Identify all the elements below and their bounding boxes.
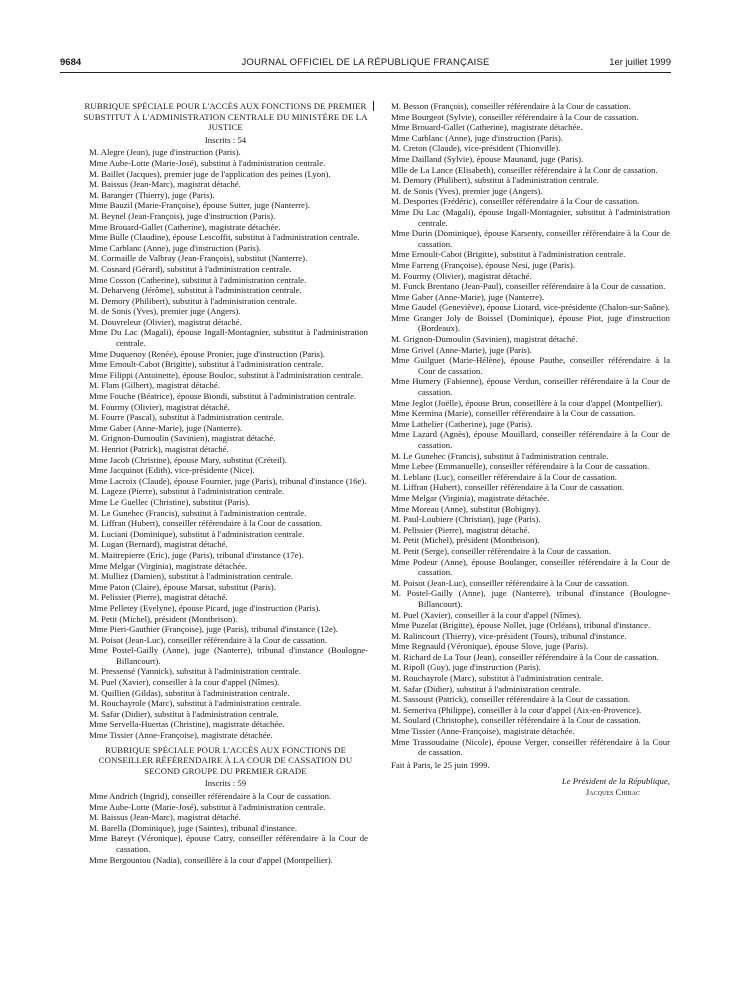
issue-date: 1er juillet 1999 (609, 57, 671, 68)
list-item: M. Safar (Didier), substitut à l'administration centrale. (391, 683, 581, 694)
list-item: Mme Grivel (Anne-Marie), juge (Paris). (391, 344, 532, 355)
list-item: Mme Lacroix (Claude), épouse Fournier, juge (Paris), tribunal d'instance (16e). (89, 475, 367, 486)
list-item: M. Alegre (Jean), juge d'instruction (Paris). (89, 147, 241, 158)
list-item: Mme Jeglot (Joëlle), épouse Brun, conseillère à la cour d'appel (Montpellier). (391, 397, 663, 408)
list-item: M. Deharveng (Jérôme), substitut à l'administration centrale. (89, 285, 302, 296)
signature-place-date: Fait à Paris, le 25 juin 1999. (391, 759, 490, 770)
list-item: Mme Duquenoy (Renée), épouse Pronier, juge d'instruction (Paris). (89, 348, 325, 359)
list-item: Mme Bareyt (Véronique), épouse Catry, conseiller référendaire à la Cour de cassation. (89, 833, 368, 854)
list-item: Mme Pieri-Gauthier (Françoise), juge (Paris), tribunal d'instance (12e). (89, 624, 338, 635)
list-item: M. Fourre (Pascal), substitut à l'administration centrale. (89, 412, 284, 423)
signature-name: Jacques Chirac (585, 787, 640, 797)
list-item: Mme Tissier (Anne-Françoise), magistrate détachée. (89, 730, 273, 741)
list-item: M. Desportes (Frédéric), conseiller référendaire à la Cour de cassation. (391, 196, 640, 207)
list-item: M. Demory (Philibert), substitut à l'administration centrale. (391, 175, 599, 186)
list-item: M. Postel-Gailly (Anne), juge (Nanterre), tribunal d'instance (Boulogne-Billancourt). (391, 588, 670, 609)
list-item: M. Quillien (Gildas), substitut à l'administration centrale. (89, 687, 290, 698)
list-item: M. Mulliez (Damien), substitut à l'administration centrale. (89, 571, 293, 582)
list-item: Mme Melgar (Virginia), magistrate détachée. (391, 492, 550, 503)
list-item: M. Grignon-Dumoulin (Savinien), magistrat détaché. (89, 433, 276, 444)
section2-list-right (385, 101, 670, 758)
list-item: M. Liffran (Hubert), conseiller référendaire à la Cour de cassation. (89, 518, 323, 529)
list-item: Mme Guilguet (Marie-Hélène), épouse Pauthe, conseiller référendaire à la Cour de cassation. (391, 355, 670, 376)
list-item: Mme Humery (Fabienne), épouse Verdun, conseiller référendaire à la Cour de cassation. (391, 376, 670, 398)
list-item: Mme Pelletey (Evelyne), épouse Picard, juge d'instruction (Paris). (89, 602, 321, 613)
list-item: M. Pressensé (Yannick), substitut à l'administration centrale. (89, 666, 301, 677)
list-item: M. Pelissier (Pierre), magistrat détaché. (89, 592, 228, 603)
list-item: Mme Aube-Lotte (Marie-José), substitut à l'administration centrale. (89, 157, 326, 168)
list-item: M. Baissus (Jean-Marc), magistrat détaché. (89, 812, 241, 823)
header-rule (60, 72, 671, 73)
list-item: Mme Carblanc (Anne), juge d'instruction (Paris). (391, 132, 563, 143)
list-item: Mme Granger Joly de Boissel (Dominique), épouse Piot, juge d'instruction (Bordeaux). (391, 312, 670, 334)
list-item: Mme Dailland (Sylvie), épouse Maunand, juge (Paris). (391, 153, 584, 164)
list-item: M. de Sonis (Yves), premier juge (Angers). (391, 185, 543, 196)
list-item: Mme Gaudel (Geneviève), épouse Liotard, vice-présidente (Chalon-sur-Saône). (391, 302, 670, 313)
list-item: M. Grignon-Dumoulin (Savinien), magistrat détaché. (391, 334, 578, 345)
list-item: M. Soulard (Christophe), conseiller référendaire à la Cour de cassation. (391, 715, 641, 726)
list-item: Mme Melgar (Virginia), magistrate détachée. (89, 560, 248, 571)
list-item: Mme Cosson (Catherine), substitut à l'administration centrale. (89, 274, 307, 285)
list-item: M. Lageze (Pierre), substitut à l'administration centrale. (89, 486, 285, 497)
section2-heading: RUBRIQUE SPÉCIALE POUR L'ACCÈS AUX FONCTIONS DE CONSEILLER RÉFÉRENDAIRE À LA COUR DE CASSATION DU SECOND GROUPE DU PREMIER GRADE (98, 744, 353, 776)
list-item: Mme Lathelier (Catherine), juge (Paris). (391, 418, 533, 429)
list-item: M. Rouchayrole (Marc), substitut à l'administration centrale. (391, 673, 604, 684)
list-item: M. Ralincourt (Thierry), vice-président (Tours), tribunal d'instance. (391, 630, 627, 641)
column-divider (373, 101, 374, 111)
list-item: Mme Jacquinot (Edith), vice-présidente (Nice). (89, 465, 255, 476)
list-item: Mme Regnauld (Véronique), épouse Slove, juge (Paris). (391, 641, 589, 652)
list-item: M. Funck Brentano (Jean-Paul), conseiller référendaire à la Cour de cassation. (391, 281, 666, 292)
list-item: M. Liffran (Hubert), conseiller référendaire à la Cour de cassation. (391, 482, 625, 493)
list-item: M. Henriot (Patrick), magistrat détaché. (89, 444, 229, 454)
list-item: Mme Du Lac (Magali), épouse Ingall-Montagnier, substitut à l'administration centrale. (391, 206, 670, 228)
list-item: M. Petit (Michel), président (Montbrison). (391, 535, 540, 546)
list-item: Mme Lebee (Emmanuelle), conseiller référendaire à la Cour de cassation. (391, 461, 650, 472)
list-item: M. Cosnard (Gérard), substitut à l'administration centrale. (89, 263, 292, 274)
list-item: M. Douvreleur (Olivier), magistrat détaché. (89, 316, 242, 327)
list-item: Mme Podeur (Anne), épouse Boulanger, conseiller référendaire à la Cour de cassation. (391, 556, 670, 578)
list-item: Mme Bauzil (Marie-Françoise), épouse Sutter, juge (Nanterre). (89, 200, 310, 211)
list-item: Mme Fouche (Béatrice), épouse Biondi, substitut à l'administration centrale. (89, 391, 357, 402)
journal-title: JOURNAL OFFICIEL DE LA RÉPUBLIQUE FRANÇAISE (241, 57, 490, 68)
section2-list-left (83, 791, 368, 865)
list-item: M. Maitrepierre (Eric), juge (Paris), tribunal d'instance (17e). (89, 549, 304, 560)
list-item: Mme Postel-Gailly (Anne), juge (Nanterre), tribunal d'instance (Boulogne-Billancourt). (89, 645, 368, 666)
section2-inscrits: Inscrits : 59 (204, 778, 247, 789)
list-item: M. Lugan (Bernard), magistrat détaché. (89, 539, 228, 550)
list-item: M. Fourmy (Olivier), magistrat détaché. (89, 401, 230, 412)
list-item: M. Pelissier (Pierre), magistrat détaché. (391, 524, 530, 535)
list-item: Mme Ernoult-Cabot (Brigitte), substitut à l'administration centrale. (391, 249, 626, 260)
list-item: Mme Bergouniou (Nadia), conseillère à la cour d'appel (Montpellier). (89, 854, 333, 865)
list-item: Mme Bulle (Claudine), épouse Lescoffit, substitut à l'administration centrale. (89, 232, 360, 243)
right-column (385, 101, 670, 798)
list-item: M. Barella (Dominique), juge (Saintes), tribunal d'instance. (89, 822, 298, 833)
list-item: M. Petit (Michel), président (Montbrison). (89, 613, 238, 624)
list-item: Mme Tissier (Anne-Françoise), magistrate détachée. (391, 726, 575, 737)
list-item: Mme Gaber (Anne-Marie), juge (Nanterre). (89, 422, 243, 433)
list-item: M. Rouchayrole (Marc), substitut à l'administration centrale. (89, 698, 302, 709)
list-item: M. Creton (Claude), vice-président (Thionville). (391, 143, 561, 154)
list-item: M. Paul-Loubiere (Christian), juge (Paris). (391, 514, 541, 525)
list-item: Mme Durin (Dominique), épouse Karsenty, conseiller référendaire à la Cour de cassation. (391, 228, 670, 249)
list-item: M. Beynel (Jean-François), juge d'instruction (Paris). (89, 210, 276, 221)
list-item: M. Fourmy (Olivier), magistrat détaché. (391, 270, 532, 281)
list-item: M. Puel (Xavier), conseiller à la cour d'appel (Nîmes). (391, 609, 582, 620)
list-item: M. Leblanc (Luc), conseiller référendaire à la Cour de cassation. (391, 471, 617, 482)
page-header (60, 57, 671, 71)
list-item: Mme Moreau (Anne), substitut (Bobigny). (391, 503, 541, 514)
list-item: Mme Kermina (Marie), conseiller référendaire à la Cour de cassation. (391, 408, 636, 419)
list-item: M. Ripoll (Guy), juge d'instruction (Paris). (391, 662, 541, 673)
section1-heading: RUBRIQUE SPÉCIALE POUR L'ACCÈS AUX FONCTIONS DE PREMIER SUBSTITUT À L'ADMINISTRATION CENTRALE DU MINISTÈRE DE LA JUSTICE (83, 101, 368, 133)
list-item: Mme Farreng (Françoise), épouse Nesi, juge (Paris). (391, 259, 575, 270)
list-item: Mme Servella-Huertas (Christine), magistrate détachée. (89, 719, 285, 730)
list-item: M. Sassoust (Patrick), conseiller référendaire à la Cour de cassation. (391, 694, 631, 705)
list-item: M. Safar (Didier), substitut à l'administration centrale. (89, 708, 279, 719)
list-item: Mme Trassoudaine (Nicole), épouse Verger, conseiller référendaire à la Cour de cassation. (391, 736, 670, 758)
list-item: M. Poisot (Jean-Luc), conseiller référendaire à la Cour de cassation. (391, 577, 630, 588)
list-item: M. Luciani (Dominique), substitut à l'administration centrale. (89, 528, 305, 539)
list-item: Mme Carblanc (Anne), juge d'instruction (Paris). (89, 242, 261, 253)
page-number: 9684 (60, 57, 82, 68)
list-item: M. de Sonis (Yves), premier juge (Angers). (89, 306, 241, 317)
list-item: Mme Andrich (Ingrid), conseiller référendaire à la Cour de cassation. (89, 791, 332, 801)
list-item: Mme Bourgeot (Sylvie), conseiller référendaire à la Cour de cassation. (391, 111, 639, 122)
list-item: M. Besson (François), conseiller référendaire à la Cour de cassation. (391, 101, 631, 111)
list-item: Mme Filippi (Antoinette), épouse Bouloc, substitut à l'administration centrale. (89, 369, 363, 380)
list-item: M. Baranger (Thierry), juge (Paris). (89, 189, 215, 200)
list-item: M. Le Gunehec (Francis), substitut à l'administration centrale. (391, 450, 609, 461)
list-item: M. Puel (Xavier), conseiller à la cour d'appel (Nîmes). (89, 677, 280, 688)
list-item: Mme Gaber (Anne-Marie), juge (Nanterre). (391, 291, 545, 302)
list-item: Mme Du Lac (Magali), épouse Ingall-Montagnier, substitut à l'administration centrale. (89, 327, 368, 349)
list-item: Mme Puzelat (Brigitte), épouse Nollet, juge (Orléans), tribunal d'instance. (391, 620, 651, 631)
list-item: M. Baillet (Jacques), premier juge de l'application des peines (Lyon). (89, 168, 331, 179)
list-item: Mme Paton (Claire), épouse Marsat, substitut (Paris). (89, 581, 276, 592)
list-item: Mme Le Guellec (Christine), substitut (Paris). (89, 496, 251, 507)
list-item: M. Petit (Serge), conseiller référendaire à la Cour de cassation. (391, 545, 611, 556)
list-item: Mlle de La Lance (Elisabeth), conseiller référendaire à la Cour de cassation. (391, 164, 658, 175)
list-item: M. Baissus (Jean-Marc), magistrat détaché. (89, 179, 241, 190)
list-item: M. Flam (Gilbert), magistrat détaché. (89, 380, 220, 391)
list-item: Mme Jacob (Christine), épouse Mary, substitut (Créteil). (89, 454, 287, 465)
list-item: M. Demory (Philibert), substitut à l'administration centrale. (89, 295, 297, 306)
left-column (83, 101, 368, 865)
list-item: M. Semeriva (Philippe), conseiller à la cour d'appel (Aix-en-Provence). (391, 704, 642, 715)
list-item: M. Richard de La Tour (Jean), conseiller référendaire à la Cour de cassation. (391, 651, 659, 662)
list-item: Mme Brouard-Gallet (Catherine), magistrate détachée. (391, 122, 583, 133)
section1-list (83, 147, 368, 740)
list-item: Mme Brouard-Gallet (Catherine), magistrate détachée. (89, 221, 281, 232)
list-item: M. Poisot (Jean-Luc), conseiller référendaire à la Cour de cassation. (89, 634, 328, 645)
list-item: M. Cormaille de Valbray (Jean-François), substitut (Nanterre). (89, 253, 308, 264)
list-item: Mme Aube-Lotte (Marie-José), substitut à l'administration centrale. (89, 801, 326, 812)
list-item: Mme Ernoult-Cabot (Brigitte), substitut à l'administration centrale. (89, 359, 324, 370)
list-item: Mme Lazard (Agnès), épouse Mouillard, conseiller référendaire à la Cour de cassation. (391, 429, 670, 450)
section1-inscrits: Inscrits : 54 (204, 134, 247, 145)
list-item: M. Le Gunehec (Francis), substitut à l'administration centrale. (89, 507, 307, 518)
signature-title: Le Président de la République, (561, 776, 670, 787)
